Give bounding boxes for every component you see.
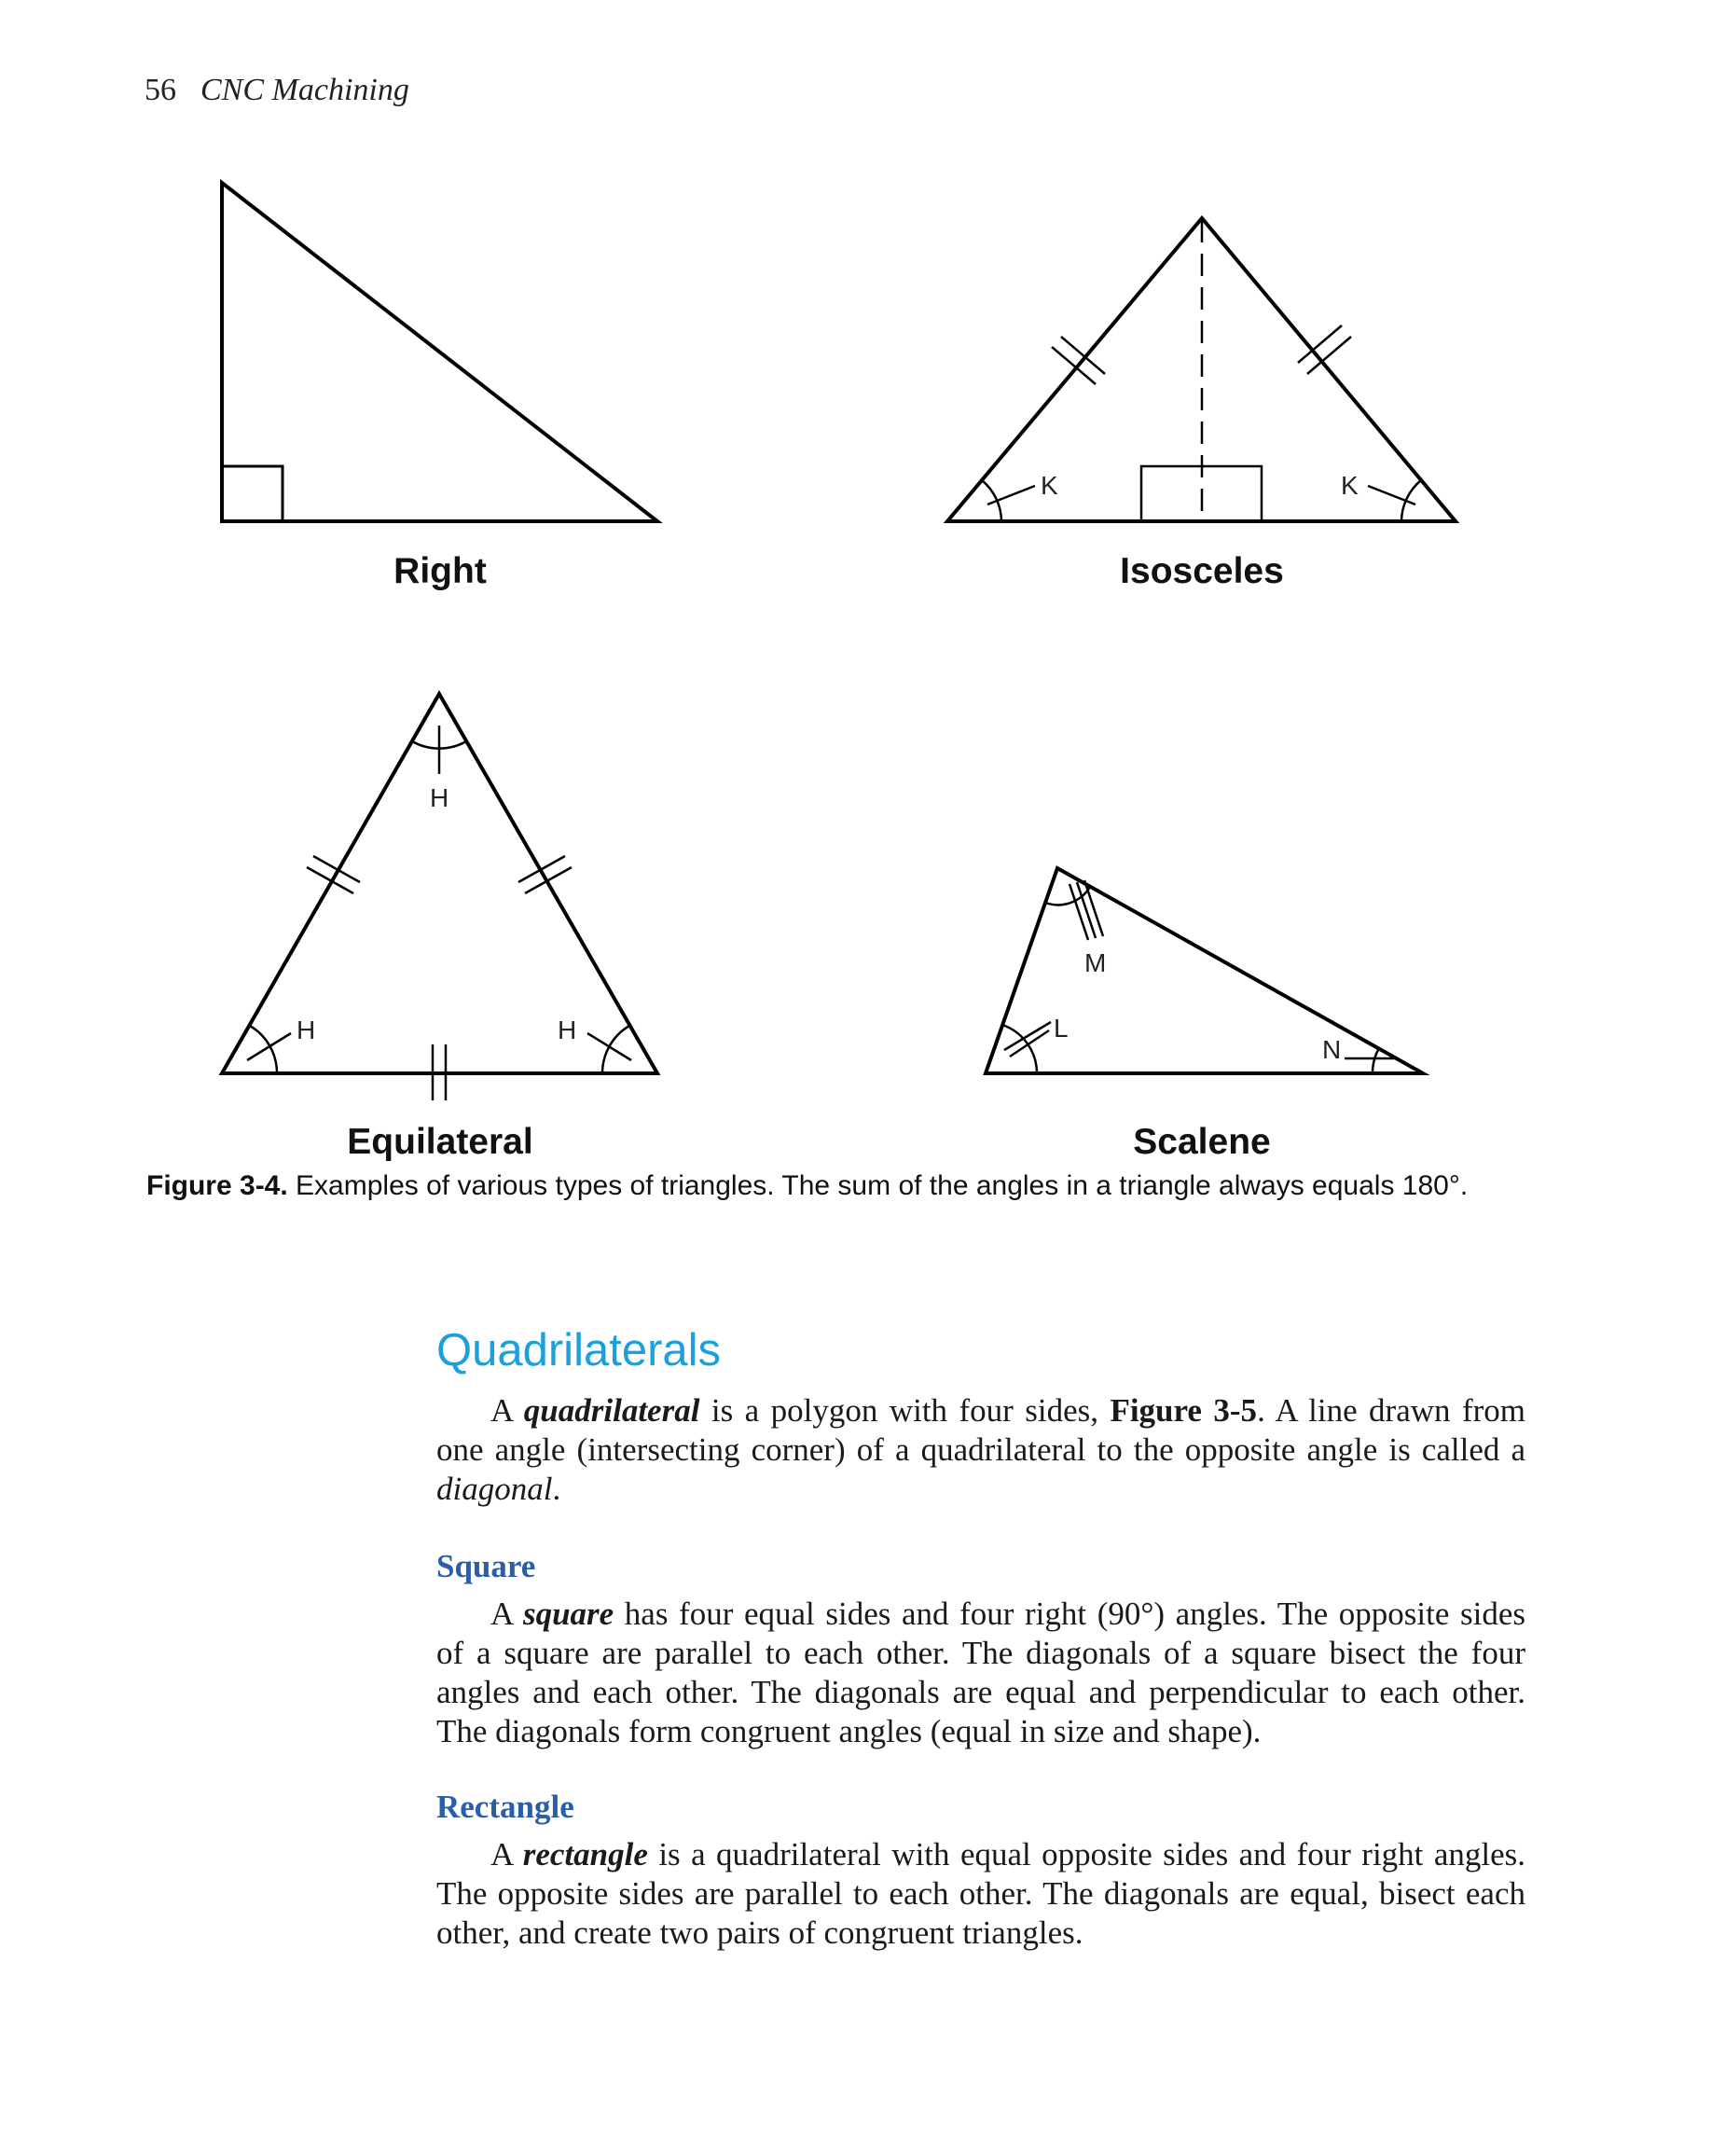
label-scalene: Scalene [1133, 1122, 1271, 1162]
text-run: A [490, 1596, 523, 1632]
term-quadrilateral: quadrilateral [523, 1392, 700, 1429]
caption-label: Figure 3-4. [146, 1170, 288, 1201]
label-right: Right [393, 551, 487, 591]
text-run: has four equal sides and four right (90°) angles. The opposite sides of a square are parallel to each other. The diagonals of a square bisect the four angles and each other. The diagonals are equal and perpendicular to each other. The diagonals form congruent angles (equal in size and shape). [436, 1596, 1525, 1749]
text-run: A [490, 1392, 524, 1429]
figure-caption [146, 1168, 1526, 1204]
paragraph-quadrilateral [436, 1391, 1525, 1509]
subsection-title-square: Square [436, 1548, 536, 1584]
section-title-quadrilaterals: Quadrilaterals [436, 1325, 722, 1375]
main-content [436, 1324, 1525, 1953]
term-square: square [522, 1596, 614, 1632]
text-run: . [552, 1471, 561, 1507]
figure-reference: Figure 3-5 [1110, 1392, 1258, 1429]
right-triangle [222, 183, 657, 521]
right-angle-mark [222, 466, 283, 521]
angle-label-l: L [1054, 1014, 1069, 1043]
page-number: 56 [145, 73, 176, 107]
book-title: CNC Machining [200, 73, 409, 107]
angle-label-h-left: H [297, 1016, 316, 1044]
caption-text: Examples of various types of triangles. The sum of the angles in a triangle always equals 180°. [287, 1170, 1469, 1201]
label-equilateral: Equilateral [347, 1122, 533, 1162]
text-run: . A line drawn from one angle (intersecting corner) of a quadrilateral to the opposite angle is called a [436, 1392, 1525, 1468]
equilateral-tick-marks [307, 856, 572, 1100]
angle-label-k-right: K [1341, 471, 1359, 500]
subsection-title-rectangle: Rectangle [436, 1789, 574, 1825]
term-diagonal: diagonal [436, 1471, 553, 1507]
angle-label-m: M [1084, 948, 1107, 977]
text-run: is a quadrilateral with equal opposite sides and four right angles. The opposite sides are parallel to each other. The diagonals are equal, bisect each other, and create two pairs of congruent triangles. [436, 1836, 1525, 1951]
angle-label-n: N [1322, 1035, 1342, 1064]
angle-label-k-left: K [1041, 471, 1058, 500]
angle-label-h-right: H [558, 1016, 577, 1044]
angle-label-h-top: H [430, 783, 449, 812]
scalene-triangle [986, 868, 1423, 1073]
label-isosceles: Isosceles [1120, 551, 1284, 591]
paragraph-square [436, 1595, 1525, 1751]
term-rectangle: rectangle [522, 1836, 648, 1873]
text-run: is a polygon with four sides, [699, 1392, 1111, 1429]
text-run: A [490, 1836, 523, 1873]
paragraph-rectangle [436, 1835, 1525, 1953]
